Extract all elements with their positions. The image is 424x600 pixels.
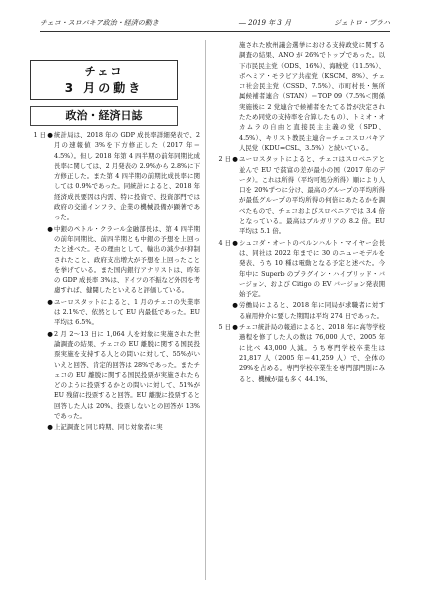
diary-entry: [30, 422, 200, 432]
entry-text: シュコダ・オートのベルンハルト・マイヤー会長は、同社は 2022 年までに 30 のニューモデルを発表、うち 10 種は電動となる予定と述べた。今年中に Superb のプラグイン・ハイブリッド・バージョン、および Citigo の EV バージョン発表開始予定。: [239, 238, 385, 299]
bullet-icon: ●: [232, 301, 238, 310]
diary-entry: [30, 297, 200, 328]
right-column: [215, 40, 385, 590]
diary-entry: [30, 130, 200, 223]
entry-text: 2 月 2～13 日に 1,064 人を対象に実施された世論調査の結果、チェコの EU 離脱に関する国民投票実施を支持する人との問いに対して、55%がいいえと回答、肯定的回答は 28%であった。またチェコの EU 離脱に関する国民投票が実施されたらどのように投票するかとの問いに対して、51%が EU 残留に投票すると回答。EU 離脱に投票すると回答した人は 20%、投票しないとの回答が 13%であった。: [54, 329, 200, 421]
entry-text: ユーロスタットによると、チェコはスロベニアと並んで EU で貧富の差が最小の国（2017 年のデータ）。これは所得（平均可処分所得）順により人口を 20%ずつに分け、最高のグループの平均所得が最低グループの平均所得の何倍にあたるかを調べたもので、チェコおよびスロベニアでは 3.4 倍となっている。最高はブルガリアの 8.2 倍。EU 平均は 5.1 倍。: [239, 155, 385, 236]
entry-date: 4 日: [218, 238, 231, 247]
entry-text: ユーロスタットによると、1 月のチェコの失業率は 2.1%で、依然として EU 内最低であった。EU 平均は 6.5%。: [54, 297, 200, 327]
page-title-box: [30, 60, 178, 100]
diary-entry: [30, 329, 200, 422]
left-column: [30, 130, 200, 590]
entry-continuation: 施された欧州議会選挙における支持政党に関する調査の結果、ANO が 26%でトップであった。以下市民民主党（ODS、16%）、海賊党（11.5%）、ボヘミア・モラビア共産党（KSCM、8%）、チェコ社会民主党（CSSD、7.5%）、市町村長・無所属候補者連合（STAN）＝TOP 09（7.5%＜関係実施後に 2 党連合で候補者をたてる旨が決定されたため同党の支持率を合算したもの）、トミオ・オカムラの自由と直接民主主義の党（SPD、4.5%）、キリスト教民主連合＝チェコスロバキア人民党（KDU=CSL、3.5%）と続いている。: [239, 41, 385, 152]
entry-date: 5 日: [218, 323, 231, 332]
bullet-icon: ●: [47, 131, 53, 139]
bullet-icon: ●: [47, 297, 53, 306]
header-date: ― 2019 年 3 月: [238, 19, 292, 27]
header-org: ジェトロ・プラハ: [334, 19, 390, 27]
entry-text: 中銀のペトル・クラール金融部長は、第 4 四半期の前年同期比、前四半期とも中銀の予想を上回ったと述べた。その理由として、輸出の減少が抑制されたこと、政府支出増大が予想を上回ったことを挙げている。また国内銀行アナリストは、昨年の GDP 成長率 3%は、ドイツの不振など外因を考慮すれば、健闘したといえると評価している。: [54, 224, 200, 295]
page-title-month: 3 月の動き: [64, 81, 144, 95]
bullet-icon: ●: [232, 238, 238, 247]
entry-text: 労働局によると、2018 年に同局が求職者に対する雇用仲介に要した期間は平均 274 日であった。: [239, 301, 385, 320]
entry-date: 1 日: [33, 131, 46, 139]
page-header: [40, 16, 390, 30]
entry-date: 2 日: [218, 155, 231, 164]
entry-text: 上記調査と同じ時期、同じ対象者に実: [54, 423, 163, 432]
diary-entry: [215, 154, 385, 236]
diary-entry: [215, 322, 385, 384]
entry-text: チェコ統計局の報道によると、2018 年に高等学校過程を修了した人の数は 76,000 人で、2005 年に比べ 43,000 人減。うち専門学校卒業生は 21,817 人（2005 年＝41,259 人）で、全体の 29%を占める。専門学校卒業生を専門部門別にみると、機械が最も多く 44.1%、: [239, 323, 385, 383]
diary-entry: [30, 224, 200, 296]
bullet-icon: ●: [232, 155, 238, 164]
diary-entry: [215, 300, 385, 321]
page-title-country: チェコ: [84, 65, 124, 78]
header-title: チェコ・スロバキア政治・経済の動き: [40, 19, 159, 27]
bullet-icon: ●: [47, 224, 53, 233]
column-divider: [205, 40, 206, 580]
bullet-icon: ●: [47, 329, 53, 338]
header-rule: [40, 31, 390, 32]
diary-entry: [215, 238, 385, 300]
entry-text: 統計局は、2018 年の GDP 成長率詳細発表で、2 月の速報値 3%を下方修正した（2017 年＝4.5%）。但し 2018 年第 4 四半期の前年同期比成長率に関しては、2 月発表の 2.9%から 2.8%に下方修正した。また第 4 四半期の前期比成長率に関しては 0.9%であった。同統計によると、2018 年経済成長要因は内需、特に投資で、投資部門では政府の交通インフラ、企業の機械設備が顕著であった。: [54, 131, 200, 222]
bullet-icon: ●: [232, 323, 238, 332]
bullet-icon: ●: [47, 423, 53, 432]
section-heading: 政治・経済日誌: [30, 106, 178, 126]
